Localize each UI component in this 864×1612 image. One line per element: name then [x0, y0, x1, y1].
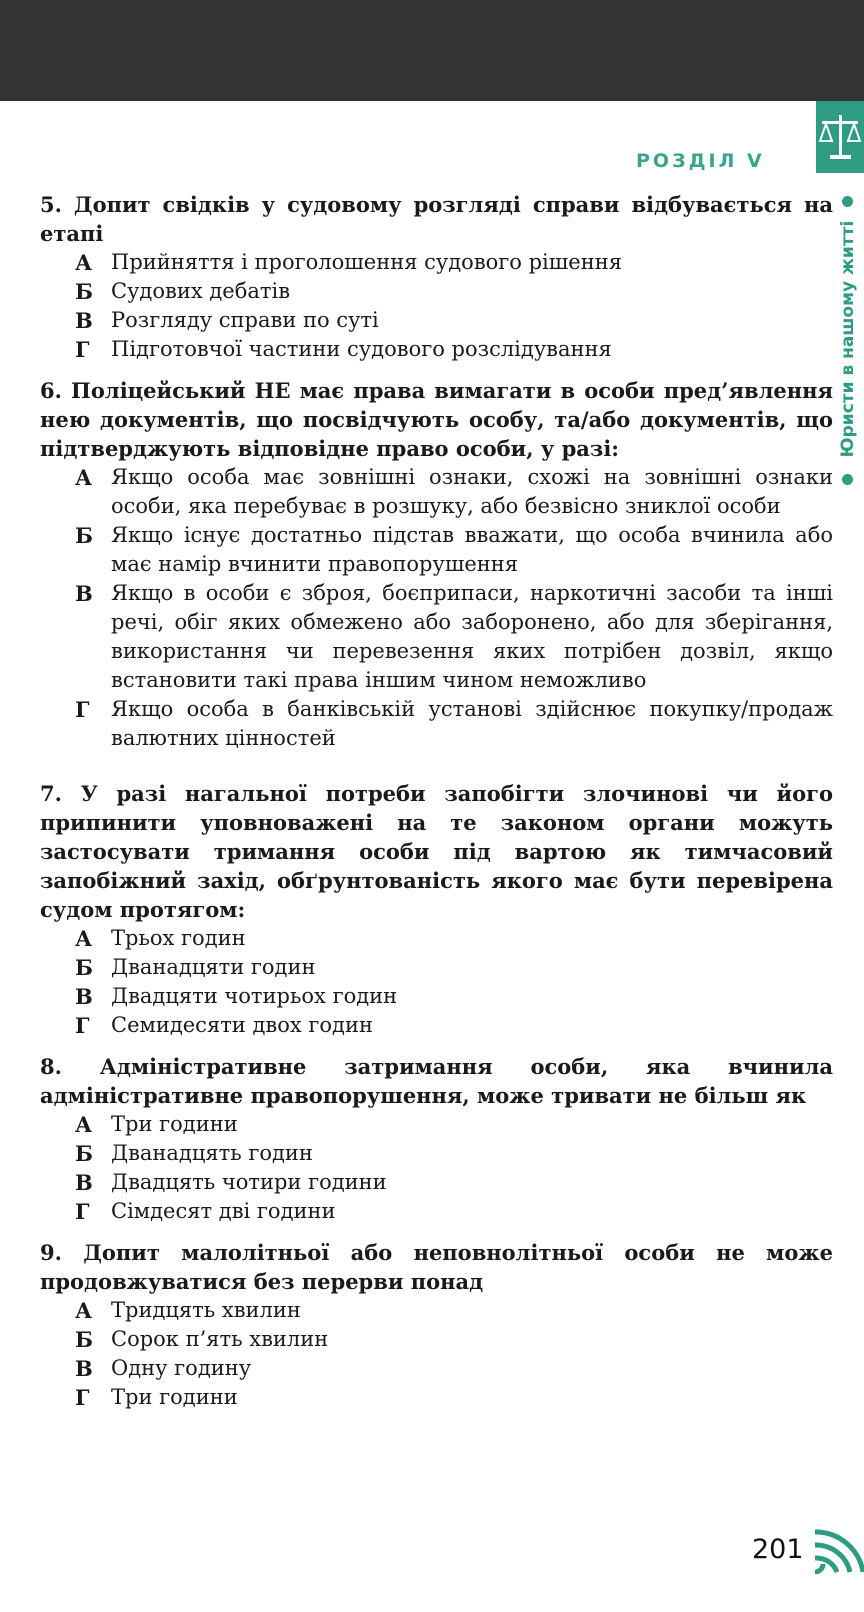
answer-option — [40, 463, 833, 521]
option-letter: Б — [75, 1327, 93, 1352]
option-letter: Г — [75, 697, 90, 722]
question-5 — [40, 190, 833, 364]
answer-option — [40, 335, 833, 364]
question-title: 7. У разі нагальної потреби запобігти злочинові чи його припинити уповноважені на те законом органи можуть застосувати тримання особи під вартою як тимчасовий запобіжний захід, обґрунтованість якого має бути перевірена судом протягом: — [40, 781, 833, 922]
option-letter: Б — [75, 1141, 93, 1166]
answer-options — [40, 924, 833, 1040]
answer-option — [40, 248, 833, 277]
option-text: Три години — [111, 1385, 238, 1409]
option-text: Одну годину — [111, 1356, 252, 1380]
answer-option — [40, 695, 833, 753]
option-letter: В — [75, 1356, 93, 1381]
question-title: 8. Адміністративне затримання особи, яка вчинила адміністративне правопорушення, може тривати не більш як — [40, 1054, 833, 1108]
option-letter: В — [75, 984, 93, 1009]
option-text: Судових дебатів — [111, 279, 291, 303]
option-text: Якщо існує достатньо підстав вважати, що особа вчинила або має намір вчинити правопорушення — [111, 523, 833, 576]
option-letter: В — [75, 581, 93, 606]
answer-option — [40, 1383, 833, 1412]
option-letter: Г — [75, 1199, 90, 1224]
answer-option — [40, 982, 833, 1011]
option-letter: Г — [75, 337, 90, 362]
option-text: Якщо особа в банківській установі здійснює покупку/продаж валютних цінностей — [111, 697, 833, 750]
answer-option — [40, 1296, 833, 1325]
option-letter: Б — [75, 523, 93, 548]
answer-option — [40, 1139, 833, 1168]
side-tab-dot-top — [842, 196, 853, 207]
question-title: 9. Допит малолітньої або неповнолітньої особи не може продовжуватися без перерви понад — [40, 1240, 833, 1294]
top-bar — [0, 0, 864, 101]
option-text: Двадцяти чотирьох годин — [111, 984, 398, 1008]
option-text: Сорок п’ять хвилин — [111, 1327, 329, 1351]
option-text: Прийняття і проголошення судового рішення — [111, 250, 622, 274]
option-text: Трьох годин — [111, 926, 246, 950]
option-letter: Б — [75, 279, 93, 304]
option-letter: А — [75, 1112, 93, 1137]
scales-logo — [816, 101, 864, 173]
option-text: Семидесяти двох годин — [111, 1013, 373, 1037]
question-title: 6. Поліцейський НЕ має права вимагати в особи пред’явлення нею документів, що посвідчують особу, та/або документів, що підтверджують відповідне право особи, у разі: — [40, 378, 833, 461]
answer-option — [40, 277, 833, 306]
option-text: Якщо в особи є зброя, боєприпаси, наркотичні засоби та інші речі, обіг яких обмежено або заборонено, або для зберігання, використання чи перевезення яких потрібен дозвіл, якщо встановити такі права іншим чином неможливо — [111, 581, 833, 692]
answer-option — [40, 1197, 833, 1226]
section-label: РОЗДІЛ V — [636, 150, 765, 172]
answer-option — [40, 306, 833, 335]
option-text: Дванадцяти годин — [111, 955, 316, 979]
option-text: Тридцять хвилин — [111, 1298, 301, 1322]
answer-option — [40, 521, 833, 579]
answer-options — [40, 248, 833, 364]
answer-option — [40, 1325, 833, 1354]
side-tab-label: Юристи в нашому житті — [838, 220, 858, 458]
option-text: Три години — [111, 1112, 238, 1136]
question-9 — [40, 1238, 833, 1412]
option-text: Сімдесят дві години — [111, 1199, 336, 1223]
question-6 — [40, 376, 833, 753]
option-text: Двадцять чотири години — [111, 1170, 387, 1194]
answer-option — [40, 1110, 833, 1139]
option-text: Дванадцять годин — [111, 1141, 313, 1165]
option-letter: А — [75, 1298, 93, 1323]
answer-options — [40, 463, 833, 753]
answer-option — [40, 953, 833, 982]
option-text: Розгляду справи по суті — [111, 308, 379, 332]
option-letter: Г — [75, 1385, 90, 1410]
signal-waves-icon — [813, 1523, 864, 1574]
option-letter: В — [75, 308, 93, 333]
page-number: 201 — [752, 1534, 804, 1565]
option-letter: Б — [75, 955, 93, 980]
answer-option — [40, 579, 833, 695]
answer-option — [40, 1011, 833, 1040]
answer-options — [40, 1296, 833, 1412]
questions-list — [40, 190, 833, 1412]
answer-option — [40, 1354, 833, 1383]
option-letter: А — [75, 926, 93, 951]
question-7 — [40, 779, 833, 1040]
option-letter: Г — [75, 1013, 90, 1038]
answer-option — [40, 924, 833, 953]
option-letter: В — [75, 1170, 93, 1195]
side-tab-dot-bottom — [842, 474, 853, 485]
answer-option — [40, 1168, 833, 1197]
question-8 — [40, 1052, 833, 1226]
option-letter: А — [75, 465, 93, 490]
option-letter: А — [75, 250, 93, 275]
option-text: Якщо особа має зовнішні ознаки, схожі на зовнішні ознаки особи, яка перебуває в розшуку, або безвісно зниклої особи — [111, 465, 833, 518]
answer-options — [40, 1110, 833, 1226]
option-text: Підготовчої частини судового розслідування — [111, 337, 612, 361]
question-title: 5. Допит свідків у судовому розгляді справи відбувається на етапі — [40, 192, 833, 246]
